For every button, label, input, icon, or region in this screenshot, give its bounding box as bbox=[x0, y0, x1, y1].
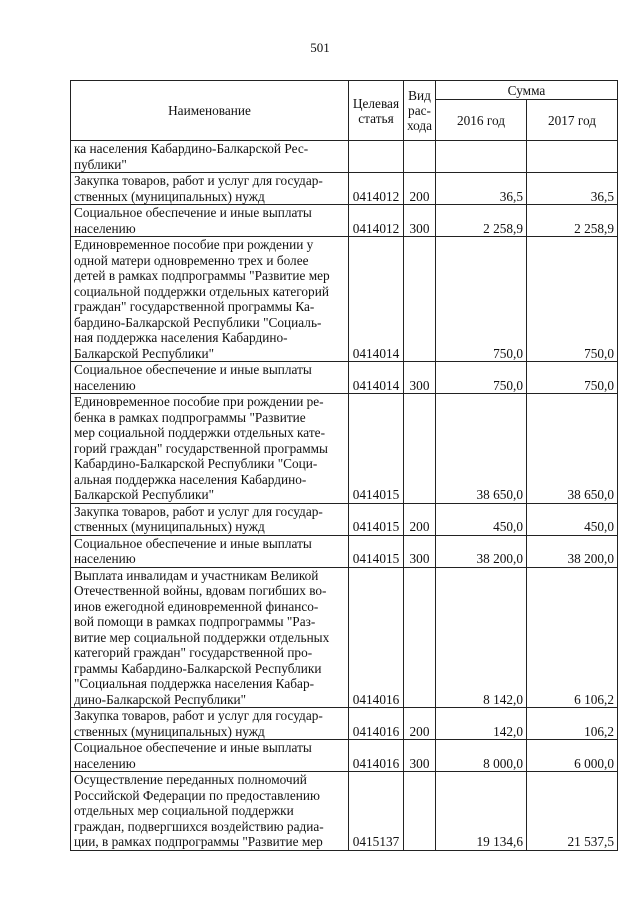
table-row bbox=[71, 205, 618, 237]
row-2017: 106,2 bbox=[527, 708, 618, 740]
row-code: 0414014 bbox=[349, 237, 404, 362]
row-2017: 750,0 bbox=[527, 237, 618, 362]
row-code: 0414015 bbox=[349, 535, 404, 567]
header-sum: Сумма bbox=[436, 81, 618, 100]
row-code: 0414015 bbox=[349, 394, 404, 504]
row-2017: 38 200,0 bbox=[527, 535, 618, 567]
row-2016: 2 258,9 bbox=[436, 205, 527, 237]
row-kind: 300 bbox=[404, 362, 436, 394]
budget-table bbox=[70, 80, 618, 851]
row-2017: 6 106,2 bbox=[527, 567, 618, 708]
row-code: 0414016 bbox=[349, 567, 404, 708]
row-2016: 142,0 bbox=[436, 708, 527, 740]
row-2017: 2 258,9 bbox=[527, 205, 618, 237]
row-code: 0414016 bbox=[349, 740, 404, 772]
table-row bbox=[71, 772, 618, 851]
row-name: Осуществление переданных полномочий Российской Федерации по предоставлению отдельных мер социальной поддержки граждан, подвергшихся воздействию радиа- ции, в рамках подпрограммы "Развитие мер bbox=[71, 772, 349, 851]
row-name: Социальное обеспечение и иные выплаты населению bbox=[71, 535, 349, 567]
row-2016: 8 142,0 bbox=[436, 567, 527, 708]
row-name: ка населения Кабардино-Балкарской Рес- публики" bbox=[71, 141, 349, 173]
row-name: Социальное обеспечение и иные выплаты населению bbox=[71, 362, 349, 394]
row-2017 bbox=[527, 141, 618, 173]
header-name: Наименование bbox=[71, 81, 349, 141]
row-2016: 750,0 bbox=[436, 237, 527, 362]
row-name: Единовременное пособие при рождении у одной матери одновременно трех и более детей в рамках подпрограммы "Развитие мер социальной поддержки отдельных категорий граждан" государственной программы Ка- бардино-Балкарской Республики "Социаль- ная поддержка населения Кабардино- Балкарской Республики" bbox=[71, 237, 349, 362]
row-code: 0414016 bbox=[349, 708, 404, 740]
row-name: Закупка товаров, работ и услуг для государ- ственных (муниципальных) нужд bbox=[71, 173, 349, 205]
row-kind bbox=[404, 141, 436, 173]
header-kind: Вид рас- хода bbox=[404, 81, 436, 141]
row-2017: 750,0 bbox=[527, 362, 618, 394]
table-row bbox=[71, 503, 618, 535]
row-kind: 300 bbox=[404, 205, 436, 237]
row-2016 bbox=[436, 141, 527, 173]
table-row bbox=[71, 362, 618, 394]
table-row bbox=[71, 567, 618, 708]
row-kind: 200 bbox=[404, 173, 436, 205]
row-2017: 6 000,0 bbox=[527, 740, 618, 772]
row-2017: 38 650,0 bbox=[527, 394, 618, 504]
row-kind: 200 bbox=[404, 503, 436, 535]
table-row bbox=[71, 173, 618, 205]
row-code bbox=[349, 141, 404, 173]
row-2016: 19 134,6 bbox=[436, 772, 527, 851]
row-kind: 200 bbox=[404, 708, 436, 740]
row-kind: 300 bbox=[404, 535, 436, 567]
row-code: 0414012 bbox=[349, 205, 404, 237]
table-row bbox=[71, 237, 618, 362]
row-name: Единовременное пособие при рождении ре- бенка в рамках подпрограммы "Развитие мер социальной поддержки отдельных кате- горий граждан" государственной программы Кабардино-Балкарской Республики "Соци- альная поддержка населения Кабардино- Балкарской Республики" bbox=[71, 394, 349, 504]
row-2017: 21 537,5 bbox=[527, 772, 618, 851]
row-code: 0414014 bbox=[349, 362, 404, 394]
row-name: Социальное обеспечение и иные выплаты населению bbox=[71, 740, 349, 772]
page-number: 501 bbox=[310, 40, 330, 55]
row-2016: 750,0 bbox=[436, 362, 527, 394]
row-2017: 36,5 bbox=[527, 173, 618, 205]
row-code: 0414015 bbox=[349, 503, 404, 535]
row-2016: 38 650,0 bbox=[436, 394, 527, 504]
header-code: Целевая статья bbox=[349, 81, 404, 141]
row-2016: 36,5 bbox=[436, 173, 527, 205]
row-kind bbox=[404, 567, 436, 708]
header-year-2017: 2017 год bbox=[527, 100, 618, 141]
table-row bbox=[71, 394, 618, 504]
row-name: Закупка товаров, работ и услуг для государ- ственных (муниципальных) нужд bbox=[71, 708, 349, 740]
row-kind bbox=[404, 394, 436, 504]
row-code: 0414012 bbox=[349, 173, 404, 205]
row-kind: 300 bbox=[404, 740, 436, 772]
header-year-2016: 2016 год bbox=[436, 100, 527, 141]
row-name: Социальное обеспечение и иные выплаты населению bbox=[71, 205, 349, 237]
table-row bbox=[71, 535, 618, 567]
row-2016: 8 000,0 bbox=[436, 740, 527, 772]
row-name: Закупка товаров, работ и услуг для государ- ственных (муниципальных) нужд bbox=[71, 503, 349, 535]
row-2016: 450,0 bbox=[436, 503, 527, 535]
row-code: 0415137 bbox=[349, 772, 404, 851]
row-kind bbox=[404, 237, 436, 362]
row-name: Выплата инвалидам и участникам Великой Отечественной войны, вдовам погибших во- инов ежегодной единовременной финансо- вой помощи в рамках подпрограммы "Раз- витие мер социальной поддержки отдельных категорий граждан" государственной про- граммы Кабардино-Балкарской Республики "Социальная поддержка населения Кабар- дино-Балкарской Республики" bbox=[71, 567, 349, 708]
row-kind bbox=[404, 772, 436, 851]
table-row bbox=[71, 740, 618, 772]
row-2017: 450,0 bbox=[527, 503, 618, 535]
row-2016: 38 200,0 bbox=[436, 535, 527, 567]
table-row bbox=[71, 708, 618, 740]
table-row bbox=[71, 141, 618, 173]
